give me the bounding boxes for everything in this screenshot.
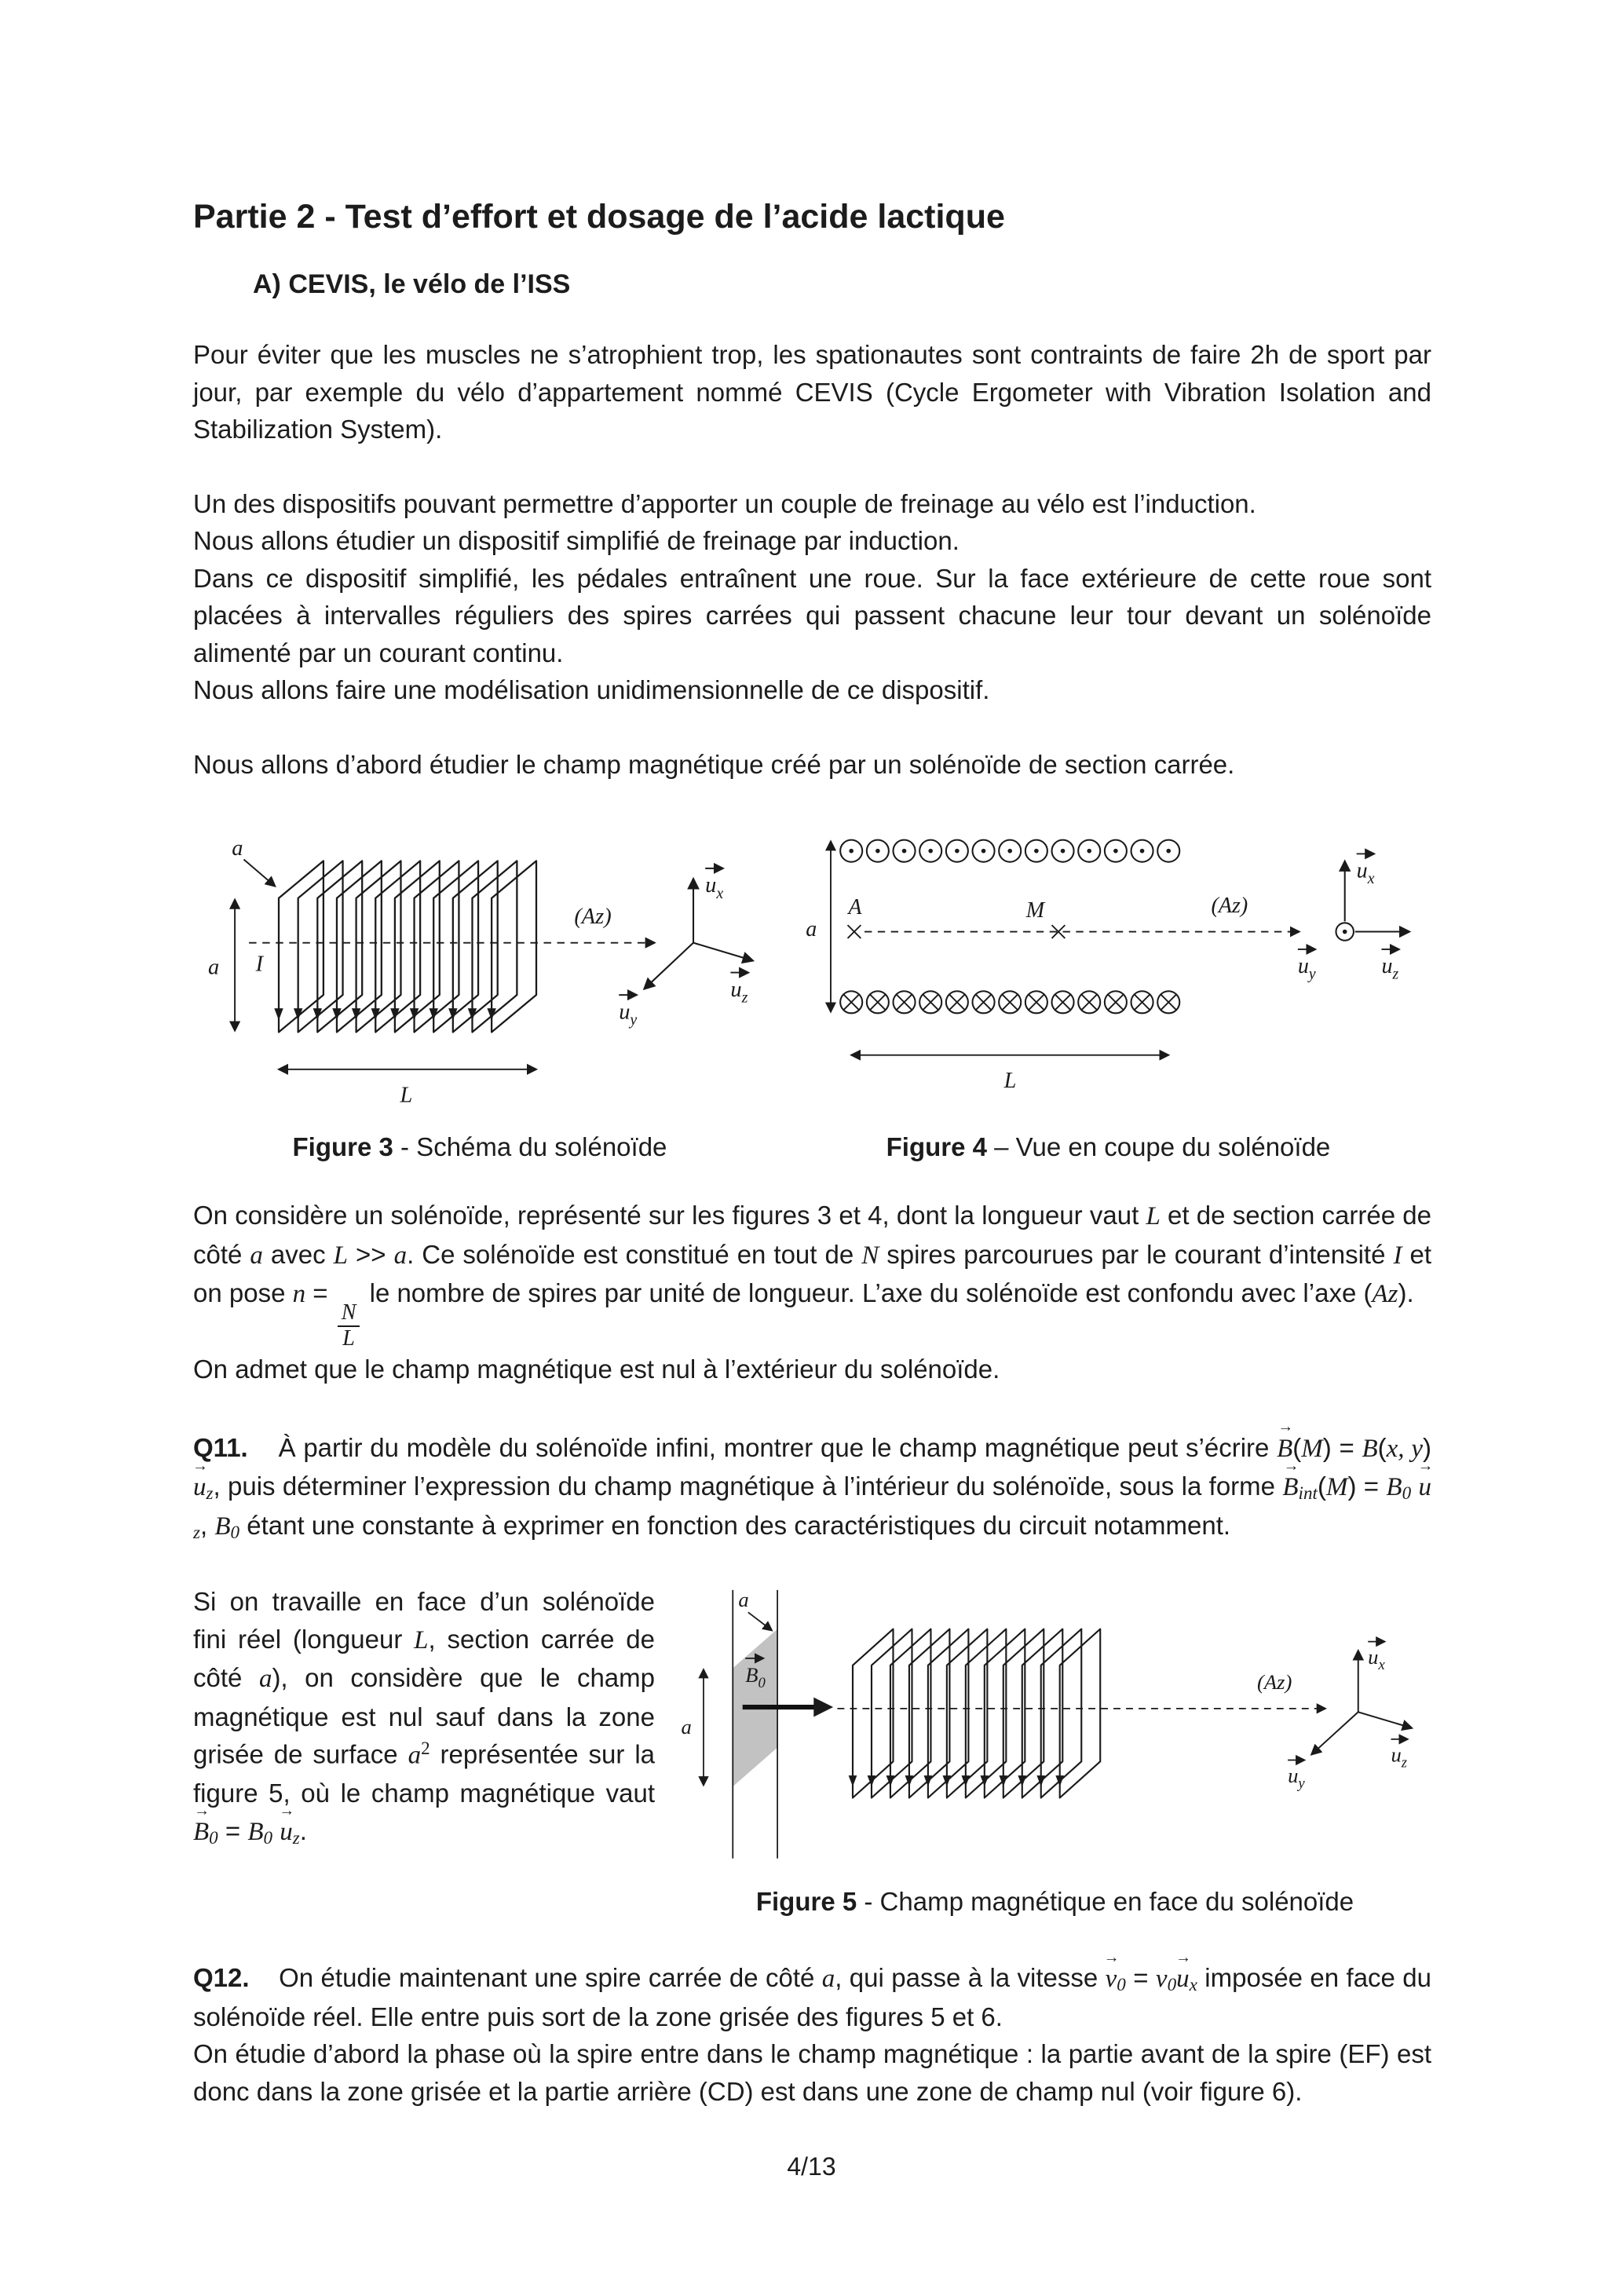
fig5-axes bbox=[1288, 1642, 1412, 1792]
paragraph-study: Nous allons d’abord étudier le champ magnétique créé par un solénoïde de section carrée. bbox=[193, 749, 1235, 779]
figure5-diagram bbox=[678, 1583, 1431, 1876]
fig3-label-a-left: a bbox=[207, 955, 220, 980]
section-heading: A) CEVIS, le vélo de l’ISS bbox=[253, 269, 571, 299]
paragraph-induction-line: Un des dispositifs pouvant permettre d’apporter un couple de freinage au vélo est l’induction. bbox=[193, 488, 1256, 518]
fig5-label-a-left: a bbox=[681, 1714, 692, 1738]
question-q12-main: Q12. On étudie maintenant une spire carrée de côté a, qui passe à la vitesse $v \to_0 = v_0u \to_x$ imposée en face du solénoïde réel. Elle entre puis sort de la zone grisée des figures 5 et 6. bbox=[193, 1959, 1431, 2035]
fig3-uz-label bbox=[730, 972, 748, 1006]
figure4-diagram bbox=[785, 813, 1431, 1121]
fig4-uy-label bbox=[1298, 949, 1316, 982]
question-q12-line2: On étudie d’abord la phase où la spire entre dans le champ magnétique : la partie avant de la spire (EF) est donc dans la zone grisée et la partie arrière (CD) est dans une zone de champ nul (voir figure 6). bbox=[193, 2039, 1431, 2106]
svg-text:ux: $u_x$ bbox=[1356, 858, 1375, 887]
fig3-label-a-top: a bbox=[232, 835, 243, 861]
fig5-uz-label bbox=[1391, 1739, 1407, 1771]
fig5-label-az: (Az) bbox=[1257, 1670, 1292, 1695]
paragraph-solenoid-line2: On admet que le champ magnétique est nul à l’extérieur du solénoïde. bbox=[193, 1355, 1000, 1384]
svg-text:ux: $u_x$ bbox=[1368, 1645, 1385, 1674]
figure3-diagram bbox=[193, 824, 766, 1121]
fig5-uy-label bbox=[1288, 1760, 1305, 1793]
fig3-a-top-arrow bbox=[243, 859, 275, 886]
fig4-point-A-cross bbox=[847, 925, 861, 938]
figure4-caption: Figure 4 – Vue en coupe du solénoïde bbox=[886, 1132, 1331, 1161]
fig4-label-length: L bbox=[1003, 1068, 1017, 1093]
figure4 bbox=[785, 813, 1431, 1162]
paragraph-solenoid-main: On considère un solénoïde, représenté sur les figures 3 et 4, dont la longueur vaut L et de section carrée de côté a avec L >> a. Ce solénoïde est constitué en tout de N spires parcourues par le courant d’intensité I et on pose n = $\frac{N}{L}$ le nombre de spires par unité de longueur. L’axe du solénoïde est confondu avec l’axe (Az). bbox=[193, 1200, 1431, 1351]
fig3-axes bbox=[619, 868, 753, 1029]
fig5-uz-axis bbox=[1358, 1712, 1412, 1727]
figure5 bbox=[678, 1583, 1431, 1917]
fig4-label-az: (Az) bbox=[1211, 894, 1248, 919]
fig3-label-current: I bbox=[255, 952, 264, 977]
fig4-label-M: M bbox=[1025, 898, 1045, 923]
fig3-solenoid-loops bbox=[274, 861, 536, 1032]
fig4-current-out-row bbox=[840, 840, 1179, 862]
paragraph-intro: Pour éviter que les muscles ne s’atrophient trop, les spationautes sont contraints de faire 2h de sport par jour, par exemple du vélo d’appartement nommé CEVIS (Cycle Ergometer with Vibration Isolation and Stabilization System). bbox=[193, 340, 1431, 444]
fig3-uy-axis bbox=[644, 942, 693, 989]
fig4-label-a: a bbox=[806, 917, 817, 942]
question-q11: Q11. À partir du modèle du solénoïde infini, montrer que le champ magnétique peut s’écrire B →(M) = B(x, y) $u \to_z$, puis déterminer l’expression du champ magnétique à l’intérieur du solénoïde, sous la forme $B \to_{int}(M) = B_0$ $u \to_z$, $B_0$ étant une constante à exprimer en fonction des caractéristiques du circuit notamment. bbox=[193, 1429, 1431, 1546]
paragraph-induction-line: Nous allons étudier un dispositif simplifié de freinage par induction. bbox=[193, 526, 960, 556]
fig5-a-top-arrow bbox=[748, 1612, 772, 1630]
fig5-ux-label bbox=[1368, 1642, 1385, 1674]
fig3-label-length: L bbox=[400, 1083, 413, 1108]
paragraph-induction bbox=[193, 485, 1431, 709]
fig3-uy-label bbox=[619, 995, 637, 1029]
figure3-caption: Figure 3 - Schéma du solénoïde bbox=[292, 1132, 667, 1161]
svg-text:ux: $u_x$ bbox=[705, 873, 724, 902]
fig4-label-A: A bbox=[848, 895, 862, 920]
fig4-axes bbox=[1298, 854, 1409, 983]
svg-text:uy: $u_y$ bbox=[1288, 1764, 1305, 1793]
figures-row bbox=[193, 813, 1431, 1162]
svg-text:uz: $u_z$ bbox=[1381, 954, 1399, 983]
fig3-label-az: (Az) bbox=[574, 904, 612, 929]
svg-text:uy: $u_y$ bbox=[1297, 954, 1316, 983]
fig4-ux-label bbox=[1357, 854, 1375, 887]
fig4-current-in-row bbox=[840, 991, 1179, 1013]
fig3-ux-label bbox=[705, 868, 723, 902]
paragraph-solenoid bbox=[193, 1197, 1431, 1388]
svg-text:uz: $u_z$ bbox=[1391, 1742, 1408, 1771]
svg-text:B0: $B_0$ bbox=[745, 1663, 766, 1692]
figure5-caption: Figure 5 - Champ magnétique en face du solénoïde bbox=[755, 1887, 1354, 1917]
page-number: 4/13 bbox=[787, 2152, 836, 2181]
svg-text:uy: $u_y$ bbox=[619, 1000, 638, 1029]
fig5-solenoid-loops bbox=[849, 1629, 1101, 1798]
paragraph-induction-line: Dans ce dispositif simplifié, les pédales entraînent une roue. Sur la face extérieure de cette roue sont placées à intervalles réguliers des spires carrées qui passent chacune leur tour devant un solénoïde alimenté par un courant continu. bbox=[193, 563, 1431, 667]
fig5-label-a-top: a bbox=[738, 1588, 749, 1612]
fig5-side-text: Si on travaille en face d’un solénoïde fini réel (longueur L, section carrée de côté a), on considère que le champ magnétique est nul sauf dans la zone grisée de surface $a^2$ représentée sur la figure 5, où le champ magnétique vaut $B \to_0 = B_0$ $u \to_z$. bbox=[193, 1583, 655, 1917]
page-title: Partie 2 - Test d’effort et dosage de l’acide lactique bbox=[193, 198, 1005, 236]
fig5-uy-axis bbox=[1311, 1712, 1358, 1754]
paragraph-induction-line: Nous allons faire une modélisation unidimensionnelle de ce dispositif. bbox=[193, 675, 990, 705]
question-q12 bbox=[193, 1959, 1431, 2110]
fig3-uz-axis bbox=[693, 942, 753, 960]
figure3 bbox=[193, 824, 766, 1162]
figure5-section bbox=[193, 1583, 1431, 1917]
fig4-uz-label bbox=[1381, 949, 1398, 982]
svg-text:uz: $u_z$ bbox=[730, 977, 748, 1007]
